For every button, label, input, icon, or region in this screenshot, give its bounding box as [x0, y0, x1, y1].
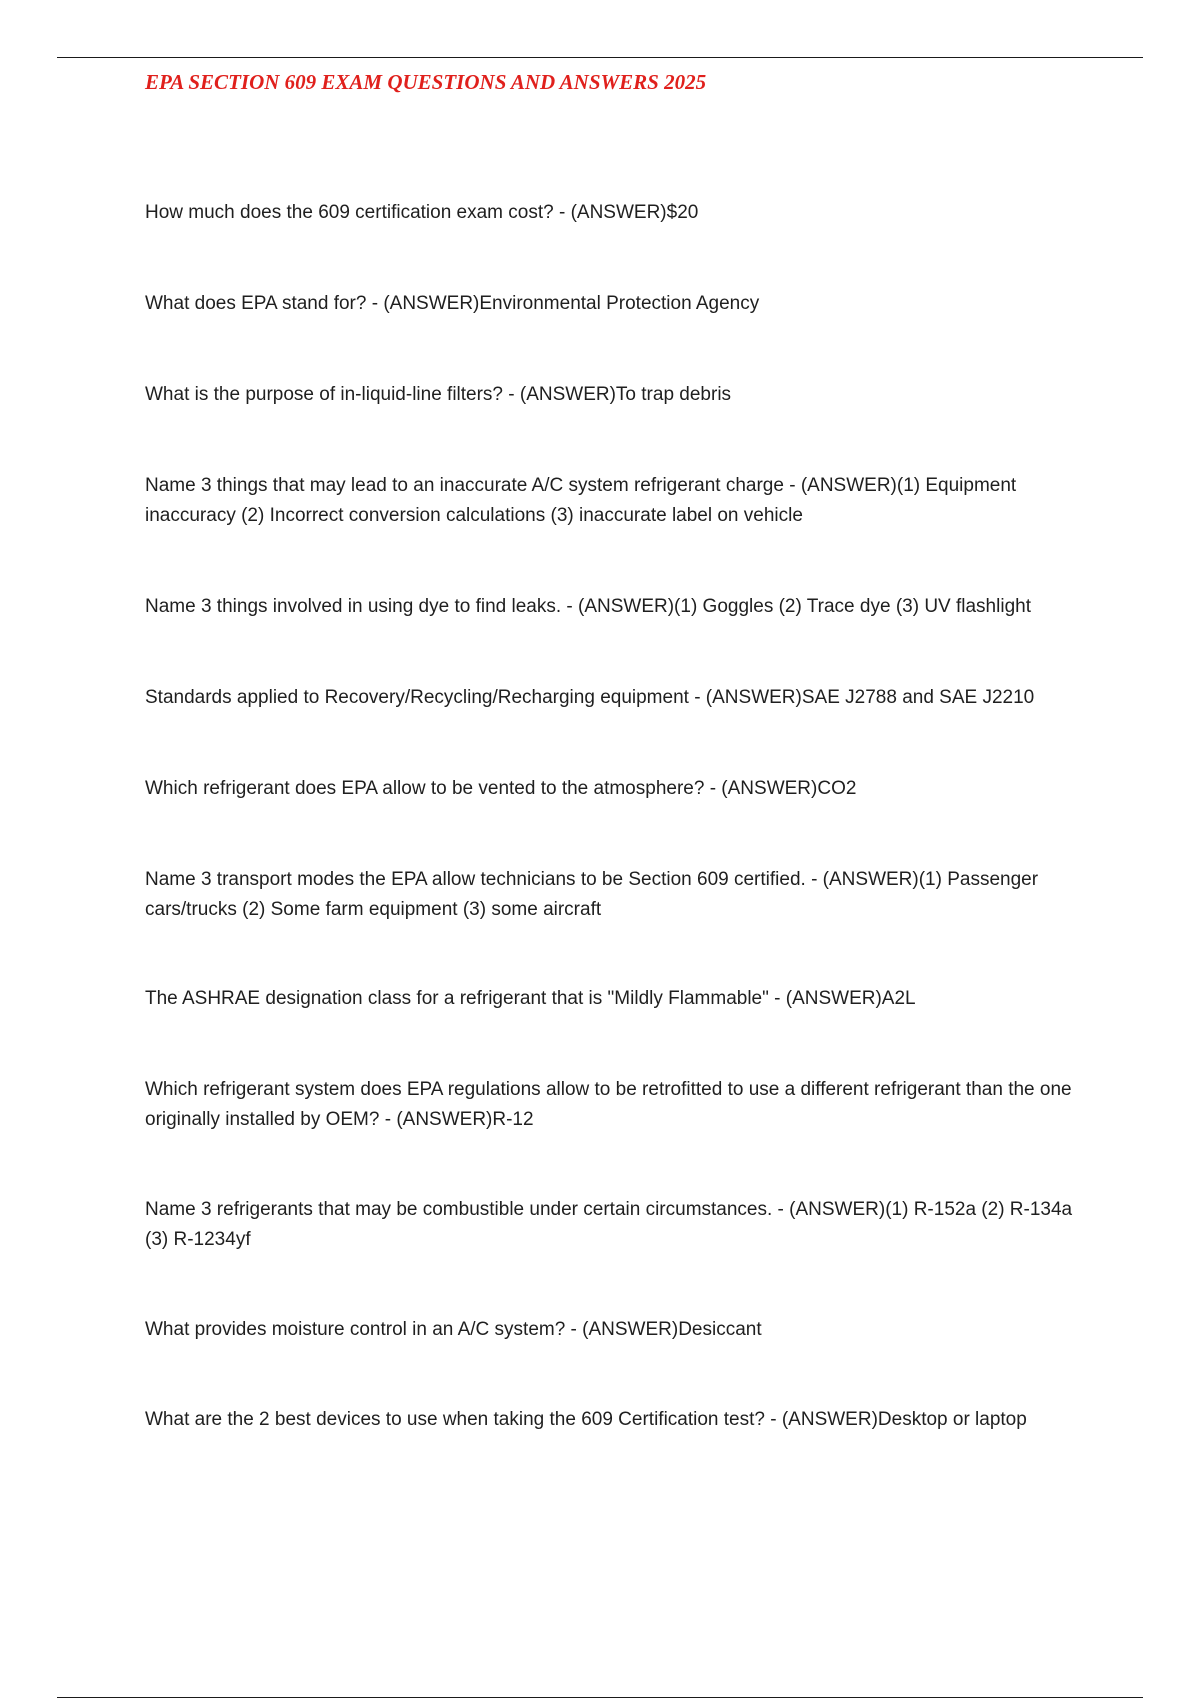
- qa-item: What are the 2 best devices to use when taking the 609 Certification test? - (ANSWER)Desktop or laptop: [145, 1409, 1027, 1430]
- qa-item: What is the purpose of in-liquid-line filters? - (ANSWER)To trap debris: [145, 384, 732, 405]
- top-divider: [57, 57, 1143, 58]
- qa-item: Name 3 things that may lead to an inaccurate A/C system refrigerant charge - (ANSWER)(1) Equipment inaccuracy (2) Incorrect conversion calculations (3) inaccurate label on vehicle: [145, 475, 1017, 526]
- qa-item: Which refrigerant system does EPA regulations allow to be retrofitted to use a different refrigerant than the one originally installed by OEM? - (ANSWER)R-12: [145, 1079, 1072, 1130]
- document-title: EPA SECTION 609 EXAM QUESTIONS AND ANSWERS 2025: [145, 70, 707, 94]
- bottom-divider: [57, 1697, 1143, 1698]
- qa-item: How much does the 609 certification exam cost? - (ANSWER)$20: [145, 202, 699, 223]
- qa-item: Name 3 refrigerants that may be combustible under certain circumstances. - (ANSWER)(1) R-152a (2) R-134a (3) R-1234yf: [145, 1199, 1073, 1250]
- qa-item: Which refrigerant does EPA allow to be vented to the atmosphere? - (ANSWER)CO2: [145, 778, 857, 799]
- qa-item: Name 3 things involved in using dye to find leaks. - (ANSWER)(1) Goggles (2) Trace dye (3) UV flashlight: [145, 596, 1031, 617]
- qa-item: What provides moisture control in an A/C system? - (ANSWER)Desiccant: [145, 1319, 762, 1340]
- qa-item: The ASHRAE designation class for a refrigerant that is "Mildly Flammable" - (ANSWER)A2L: [145, 988, 916, 1009]
- qa-item: Name 3 transport modes the EPA allow technicians to be Section 609 certified. - (ANSWER)(1) Passenger cars/trucks (2) Some farm equipment (3) some aircraft: [145, 869, 1039, 920]
- qa-item: What does EPA stand for? - (ANSWER)Environmental Protection Agency: [145, 293, 760, 314]
- qa-item: Standards applied to Recovery/Recycling/Recharging equipment - (ANSWER)SAE J2788 and SAE J2210: [145, 687, 1035, 708]
